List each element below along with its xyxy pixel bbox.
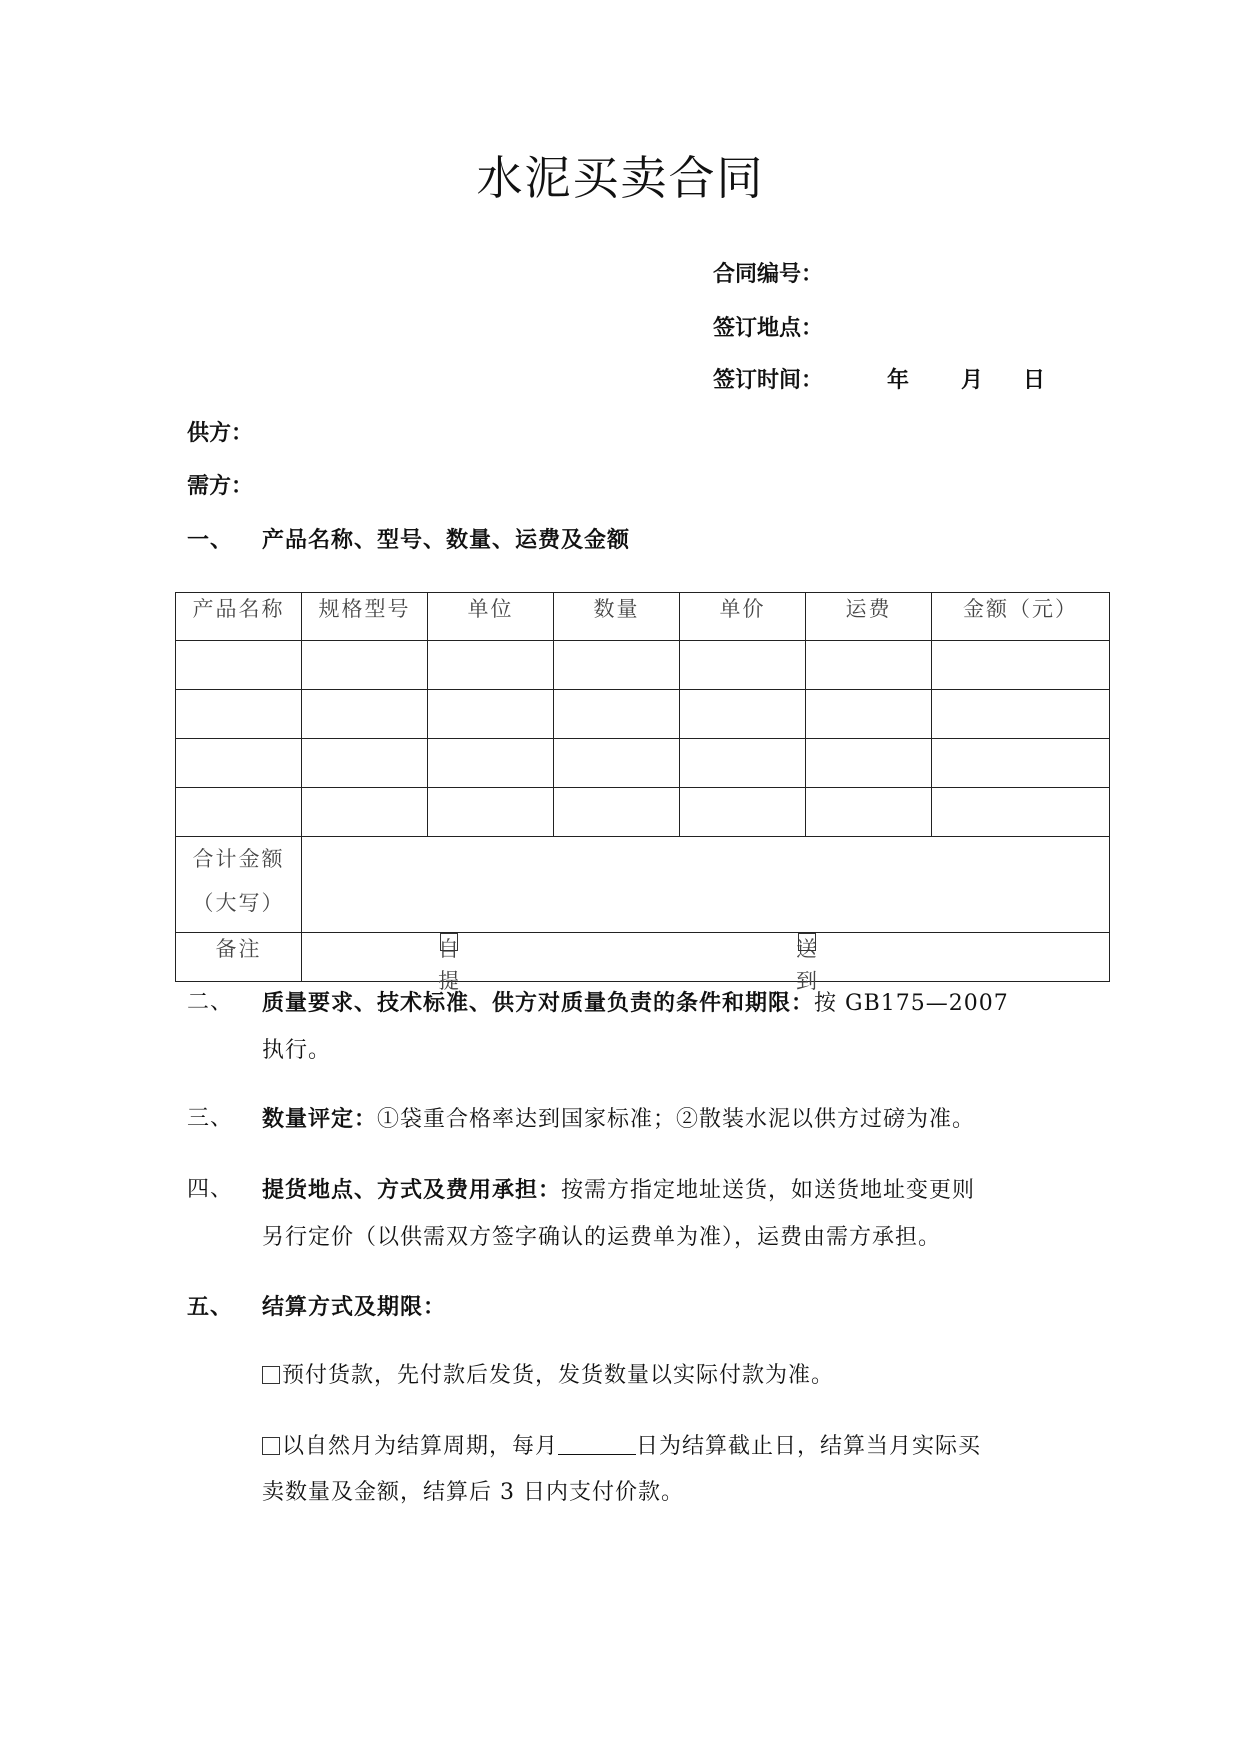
- total-amount-value-cell[interactable]: [302, 837, 1110, 933]
- header-freight: 运费: [806, 593, 932, 641]
- section4-text: 按需方指定地址送货，如送货地址变更则: [561, 1178, 976, 1203]
- table-header-row: [176, 593, 1110, 641]
- day-label: 日: [1023, 367, 1046, 393]
- table-row: [176, 739, 1110, 788]
- header-spec-model: 规格型号: [302, 593, 428, 641]
- section4-line1: [262, 1175, 975, 1206]
- section3-line: [262, 1104, 975, 1135]
- self-pickup-checkbox[interactable]: [440, 933, 458, 951]
- section1-title: 产品名称、型号、数量、运费及金额: [262, 527, 631, 553]
- table-cell[interactable]: [302, 739, 428, 788]
- header-unit-price: 单价: [680, 593, 806, 641]
- table-cell[interactable]: [806, 641, 932, 690]
- goods-table: [175, 592, 1110, 993]
- settlement-option-prepay[interactable]: [262, 1361, 834, 1391]
- table-cell[interactable]: [428, 739, 554, 788]
- remarks-row: [176, 933, 1110, 982]
- section4-title: 提货地点、方式及费用承担：: [262, 1177, 562, 1203]
- header-amount: 金额（元）: [932, 593, 1110, 641]
- table-cell[interactable]: [302, 641, 428, 690]
- section2-text: 按 GB175—2007: [814, 991, 1009, 1016]
- section2-line2: 执行。: [262, 1038, 332, 1063]
- settlement-option-monthly-line2: 卖数量及金额，结算后 3 日内支付价款。: [262, 1480, 684, 1505]
- table-cell[interactable]: [302, 690, 428, 739]
- section1-number: 一、: [187, 527, 234, 553]
- table-cell[interactable]: [554, 739, 680, 788]
- monthly-text-part1: 以自然月为结算周期，每月: [282, 1434, 559, 1459]
- monthly-text-part2: 日为结算截止日，结算当月实际买: [636, 1434, 982, 1459]
- table-row: [176, 788, 1110, 837]
- table-cell[interactable]: [176, 690, 302, 739]
- delivery-label: 送到: [796, 937, 819, 993]
- section2-title: 质量要求、技术标准、供方对质量负责的条件和期限：: [262, 990, 815, 1016]
- prepay-text: 预付货款，先付款后发货，发货数量以实际付款为准。: [282, 1363, 835, 1388]
- table-cell[interactable]: [680, 641, 806, 690]
- section2-number: 二、: [187, 990, 234, 1015]
- year-label: 年: [887, 367, 910, 393]
- supplier-label: 供方：: [187, 420, 254, 446]
- table-cell[interactable]: [932, 739, 1110, 788]
- header-unit: 单位: [428, 593, 554, 641]
- table-cell[interactable]: [554, 690, 680, 739]
- table-cell[interactable]: [932, 690, 1110, 739]
- table-cell[interactable]: [932, 641, 1110, 690]
- table-cell[interactable]: [428, 641, 554, 690]
- table-cell[interactable]: [806, 690, 932, 739]
- remarks-label: 备注: [176, 933, 302, 982]
- table-cell[interactable]: [176, 739, 302, 788]
- total-amount-label-cell: [176, 837, 302, 933]
- section2-line1: [262, 988, 1009, 1019]
- table-row: [176, 641, 1110, 690]
- table-cell[interactable]: [932, 788, 1110, 837]
- table-cell[interactable]: [176, 641, 302, 690]
- sign-place-label: 签订地点：: [713, 315, 824, 341]
- total-amount-row: [176, 837, 1110, 933]
- remarks-cell: [302, 933, 1110, 993]
- table-cell[interactable]: [428, 788, 554, 837]
- section4-number: 四、: [187, 1177, 234, 1202]
- section5-title: 结算方式及期限：: [262, 1294, 447, 1320]
- table-cell[interactable]: [806, 739, 932, 788]
- table-cell[interactable]: [554, 788, 680, 837]
- table-cell[interactable]: [806, 788, 932, 837]
- table-cell[interactable]: [680, 739, 806, 788]
- total-amount-capital-label: （大写）: [192, 891, 285, 915]
- section5-number: 五、: [187, 1294, 234, 1320]
- total-amount-label: 合计金额: [192, 847, 285, 871]
- sign-time-line: [713, 365, 1045, 395]
- sign-time-label: 签订时间：: [713, 367, 824, 393]
- table-cell[interactable]: [176, 788, 302, 837]
- settlement-day-blank[interactable]: [558, 1430, 636, 1455]
- table-cell[interactable]: [554, 641, 680, 690]
- section3-number: 三、: [187, 1106, 234, 1131]
- contract-number-label: 合同编号：: [713, 261, 824, 287]
- table-row: [176, 690, 1110, 739]
- table-cell[interactable]: [428, 690, 554, 739]
- buyer-label: 需方：: [187, 473, 254, 499]
- self-pickup-label: 自提: [438, 937, 461, 993]
- settlement-option-monthly[interactable]: [262, 1430, 981, 1462]
- table-cell[interactable]: [302, 788, 428, 837]
- header-product-name: 产品名称: [176, 593, 302, 641]
- section3-title: 数量评定：: [262, 1106, 378, 1132]
- table-cell[interactable]: [680, 788, 806, 837]
- section4-line2: 另行定价（以供需双方签字确认的运费单为准），运费由需方承担。: [262, 1225, 942, 1250]
- monthly-checkbox[interactable]: [262, 1437, 280, 1455]
- prepay-checkbox[interactable]: [262, 1366, 280, 1384]
- delivery-checkbox[interactable]: [798, 933, 816, 951]
- month-label: 月: [961, 367, 984, 393]
- table-cell[interactable]: [680, 690, 806, 739]
- section3-text: ①袋重合格率达到国家标准；②散装水泥以供方过磅为准。: [377, 1107, 976, 1132]
- header-quantity: 数量: [554, 593, 680, 641]
- document-title: 水泥买卖合同: [476, 151, 765, 205]
